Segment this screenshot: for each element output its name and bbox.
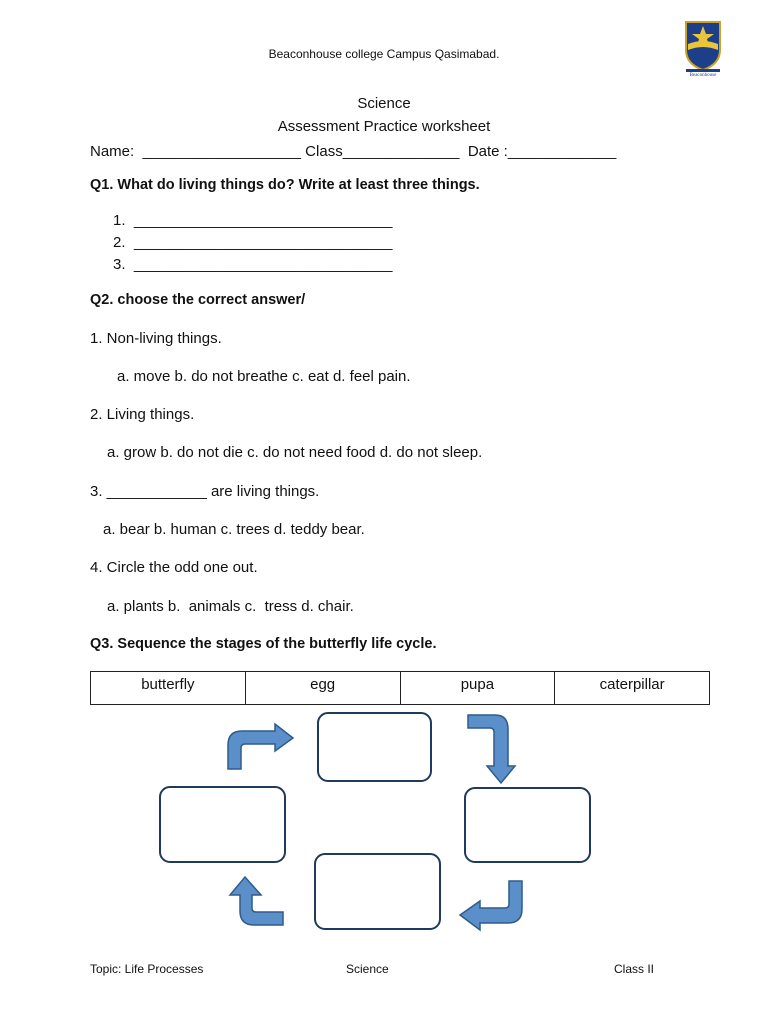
cycle-box-top[interactable]: [318, 713, 431, 781]
question-3-title: Q3. Sequence the stages of the butterfly life cycle.: [90, 636, 437, 652]
footer-subject: Science: [346, 962, 389, 976]
mcq-3-options: a. bear b. human c. trees d. teddy bear.: [103, 521, 365, 538]
answer-line-3: 3. _______________________________: [113, 256, 393, 273]
school-header: Beaconhouse college Campus Qasimabad.: [268, 47, 500, 61]
life-cycle-diagram: [150, 705, 610, 940]
word-bank-butterfly: butterfly: [91, 672, 246, 704]
cycle-arrow-bottom-left-icon: [230, 877, 283, 925]
cycle-arrow-bottom-right-icon: [460, 881, 522, 930]
student-info-line: Name: ___________________ Class______________ Date :_____________: [90, 143, 617, 160]
word-bank-pupa: pupa: [401, 672, 556, 704]
footer-class: Class II: [614, 962, 655, 976]
cycle-arrow-top-left-icon: [228, 724, 293, 769]
question-2-title: Q2. choose the correct answer/: [90, 292, 306, 308]
answer-line-2: 2. _______________________________: [113, 234, 393, 251]
answer-line-1: 1. _______________________________: [113, 212, 393, 229]
word-bank-caterpillar: caterpillar: [599, 676, 665, 693]
mcq-1-options: a. move b. do not breathe c. eat d. feel pain.: [117, 368, 411, 385]
mcq-4-question: 4. Circle the odd one out.: [90, 559, 258, 576]
word-bank-egg: egg: [246, 672, 401, 704]
worksheet-subject: Science: [357, 95, 411, 112]
footer-topic: Topic: Life Processes: [90, 962, 204, 976]
school-crest-logo: [678, 20, 728, 76]
mcq-1-question: 1. Non-living things.: [90, 330, 222, 347]
mcq-3-question: 3. ____________ are living things.: [90, 483, 320, 500]
cycle-box-left[interactable]: [160, 787, 285, 862]
cycle-box-right[interactable]: [465, 788, 590, 862]
logo-caption: Beaconhouse: [689, 73, 717, 76]
mcq-2-question: 2. Living things.: [90, 406, 195, 423]
mcq-4-options: a. plants b. animals c. tress d. chair.: [107, 598, 354, 615]
question-1-title: Q1. What do living things do? Write at least three things.: [90, 177, 480, 193]
cycle-arrow-top-right-icon: [468, 715, 515, 783]
word-bank-table: [90, 671, 710, 705]
cycle-box-bottom[interactable]: [315, 854, 440, 929]
worksheet-title: Assessment Practice worksheet: [277, 118, 491, 135]
mcq-2-options: a. grow b. do not die c. do not need food d. do not sleep.: [107, 444, 483, 461]
